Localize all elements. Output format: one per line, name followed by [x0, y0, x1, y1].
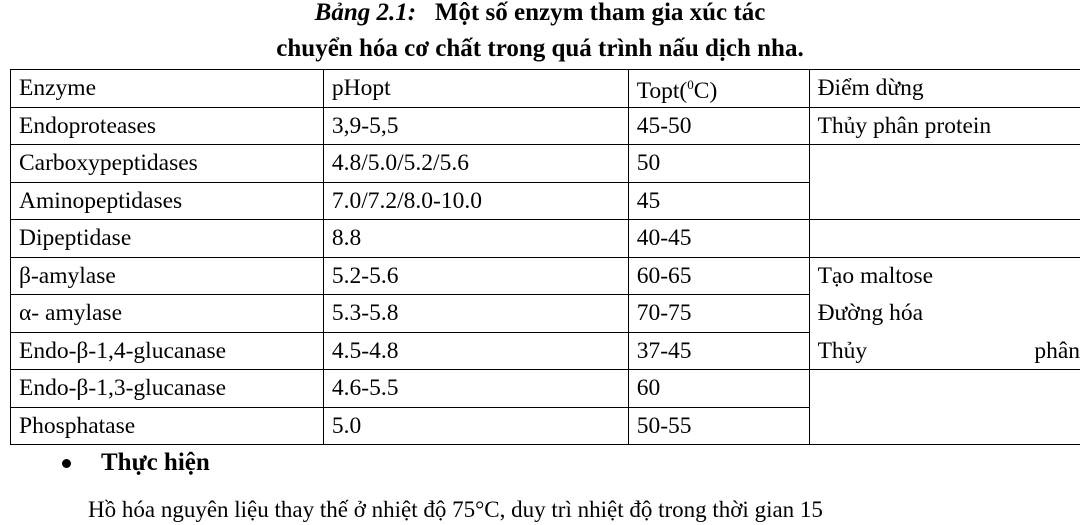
- header-topt: Topt($^0$C): [628, 70, 809, 108]
- table-row: [11, 407, 1080, 445]
- cell-topt: 60: [628, 370, 809, 408]
- header-phopt: pHopt: [323, 70, 628, 108]
- table-row: [11, 107, 1080, 145]
- cell-enzyme: Endoproteases: [11, 107, 324, 145]
- cell-enzyme: α- amylase: [11, 295, 324, 333]
- enzyme-table: [10, 69, 1080, 445]
- cell-ph: 8.8: [323, 220, 628, 258]
- table-caption-line2: chuyển hóa cơ chất trong quá trình nấu dịch nha.: [0, 34, 1080, 64]
- cell-enzyme: Phosphatase: [11, 407, 324, 445]
- cell-stop: [809, 145, 1080, 183]
- cell-ph: 7.0/7.2/8.0-10.0: [323, 182, 628, 220]
- section-heading-text: Thực hiện: [101, 448, 210, 478]
- cell-topt: 50: [628, 145, 809, 183]
- cell-stop: Đường hóa: [809, 295, 1080, 333]
- table-caption-line1: [0, 0, 1080, 28]
- cell-stop: Thủy phân: [809, 332, 1080, 370]
- table-header-row: [11, 70, 1080, 108]
- cell-ph: 3,9-5,5: [323, 107, 628, 145]
- table-row: [11, 145, 1080, 183]
- cell-enzyme: Aminopeptidases: [11, 182, 324, 220]
- cell-topt: 45: [628, 182, 809, 220]
- cell-ph: 5.0: [323, 407, 628, 445]
- table-row: [11, 332, 1080, 370]
- cell-ph: 5.2-5.6: [323, 257, 628, 295]
- cell-ph: 5.3-5.8: [323, 295, 628, 333]
- table-row: [11, 220, 1080, 258]
- cell-enzyme: Endo-β-1,3-glucanase: [11, 370, 324, 408]
- table-row: [11, 370, 1080, 408]
- caption-label: Bảng 2.1:: [315, 0, 416, 26]
- cell-stop: [809, 182, 1080, 220]
- table-row: [11, 182, 1080, 220]
- cell-ph: 4.8/5.0/5.2/5.6: [323, 145, 628, 183]
- bullet-icon: [62, 459, 71, 468]
- cell-ph: 4.6-5.5: [323, 370, 628, 408]
- cell-topt: 37-45: [628, 332, 809, 370]
- table-row: [11, 295, 1080, 333]
- header-enzyme: Enzyme: [11, 70, 324, 108]
- cell-enzyme: Endo-β-1,4-glucanase: [11, 332, 324, 370]
- cell-topt: 70-75: [628, 295, 809, 333]
- table-row: [11, 257, 1080, 295]
- cell-enzyme: Carboxypeptidases: [11, 145, 324, 183]
- cell-topt: 40-45: [628, 220, 809, 258]
- cell-enzyme: β-amylase: [11, 257, 324, 295]
- header-stop-point: Điểm dừng: [809, 70, 1080, 108]
- cell-stop: Tạo maltose: [809, 257, 1080, 295]
- cell-enzyme: Dipeptidase: [11, 220, 324, 258]
- section-heading: [62, 448, 210, 478]
- caption-title: Một số enzym tham gia xúc tác: [435, 0, 766, 26]
- cell-stop: [809, 220, 1080, 258]
- cell-stop: [809, 407, 1080, 445]
- body-text-cut: Hồ hóa nguyên liệu thay thế ở nhiệt độ 75°C, duy trì nhiệt độ trong thời gian 15: [88, 495, 823, 525]
- cell-ph: 4.5-4.8: [323, 332, 628, 370]
- cell-topt: 50-55: [628, 407, 809, 445]
- cell-topt: 45-50: [628, 107, 809, 145]
- cell-stop: Thủy phân protein: [809, 107, 1080, 145]
- cell-stop: [809, 370, 1080, 408]
- cell-topt: 60-65: [628, 257, 809, 295]
